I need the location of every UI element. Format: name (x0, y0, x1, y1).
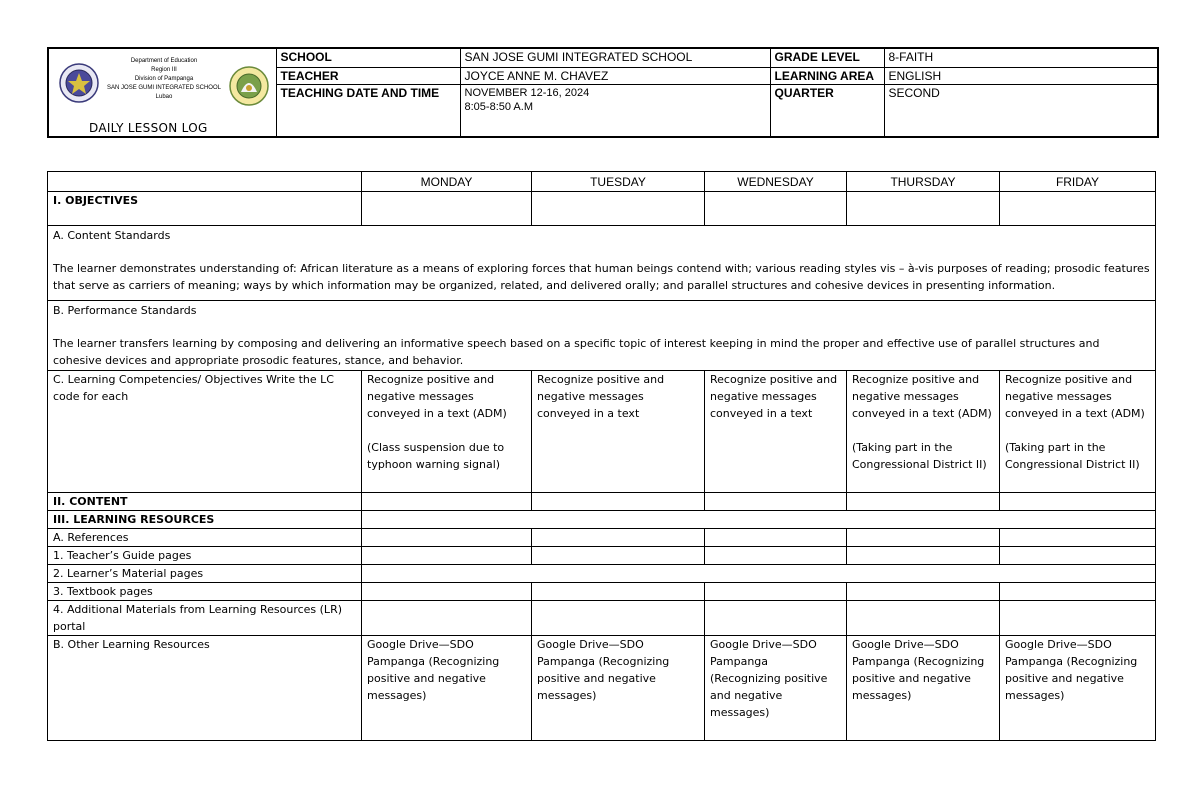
table-cell (532, 547, 705, 565)
grade-level-label: GRADE LEVEL (770, 48, 884, 67)
learning-area-value: ENGLISH (884, 67, 1158, 84)
other-resources-row (48, 636, 1156, 741)
learning-area-label: LEARNING AREA (770, 67, 884, 84)
day-header-monday: MONDAY (362, 172, 532, 192)
performance-standards-text: The learner transfers learning by composing and delivering an informative speech based on a specific topic of interest keeping in mind the proper and effective use of parallel structures and cohesive devices and appropriate prosodic features, stance, and behavior. (53, 337, 1100, 367)
table-cell (705, 547, 847, 565)
table-cell (362, 547, 532, 565)
other-resource-monday: Google Drive—SDO Pampanga (Recognizing positive and negative messages) (362, 636, 532, 741)
table-cell (532, 192, 705, 226)
references-row (48, 529, 1156, 547)
logo-cell (48, 48, 276, 137)
competency-cell-monday (362, 371, 532, 493)
teaching-date-label: TEACHING DATE AND TIME (276, 84, 460, 137)
learners-material-label: 2. Learner’s Material pages (48, 565, 362, 583)
table-cell (1000, 601, 1156, 636)
competency-text: Recognize positive and negative messages conveyed in a text (537, 373, 665, 420)
table-cell (532, 601, 705, 636)
table-cell (847, 192, 1000, 226)
table-cell (1000, 547, 1156, 565)
school-seal-icon (229, 66, 269, 106)
teacher-value: JOYCE ANNE M. CHAVEZ (460, 67, 770, 84)
teacher-label: TEACHER (276, 67, 460, 84)
content-row (48, 493, 1156, 511)
table-cell (705, 493, 847, 511)
table-cell (532, 493, 705, 511)
table-cell (362, 601, 532, 636)
region-text: Region III (151, 67, 177, 73)
school-value: SAN JOSE GUMI INTEGRATED SCHOOL (460, 48, 770, 67)
table-cell (362, 493, 532, 511)
learners-material-row (48, 565, 1156, 583)
department-text: Department of Education (130, 58, 198, 64)
table-cell (362, 192, 532, 226)
day-header-row (48, 172, 1156, 192)
learning-resources-heading: III. LEARNING RESOURCES (48, 511, 362, 529)
day-header-tuesday: TUESDAY (532, 172, 705, 192)
competency-cell-tuesday (532, 371, 705, 493)
table-cell (847, 529, 1000, 547)
table-cell (1000, 529, 1156, 547)
lesson-log-table (47, 171, 1156, 741)
content-heading: II. CONTENT (48, 493, 362, 511)
teaching-time-value: 8:05-8:50 A.M (464, 100, 533, 113)
objectives-heading: I. OBJECTIVES (48, 192, 362, 226)
table-cell (705, 192, 847, 226)
performance-standards-row (48, 301, 1156, 371)
table-cell (532, 529, 705, 547)
deped-seal-icon (59, 63, 99, 103)
table-cell (362, 511, 1156, 529)
table-cell (362, 565, 1156, 583)
table-cell (1000, 192, 1156, 226)
other-resource-friday: Google Drive—SDO Pampanga (Recognizing positive and negative messages) (1000, 636, 1156, 741)
header-table (47, 47, 1159, 138)
additional-materials-label: 4. Additional Materials from Learning Resources (LR) portal (48, 601, 362, 636)
references-label: A. References (48, 529, 362, 547)
other-resource-tuesday: Google Drive—SDO Pampanga (Recognizing positive and negative messages) (532, 636, 705, 741)
page-title: DAILY LESSON LOG (89, 121, 208, 135)
teachers-guide-row (48, 547, 1156, 565)
table-cell (1000, 493, 1156, 511)
table-cell (705, 529, 847, 547)
table-cell (532, 583, 705, 601)
competency-text: Recognize positive and negative messages conveyed in a text (ADM) (367, 373, 507, 420)
content-standards-label: A. Content Standards (53, 229, 171, 242)
competencies-label: C. Learning Competencies/ Objectives Write the LC code for each (48, 371, 362, 493)
textbook-row (48, 583, 1156, 601)
quarter-value: SECOND (884, 84, 1158, 137)
competency-cell-thursday (847, 371, 1000, 493)
competency-note: (Taking part in the Congressional District II) (1005, 441, 1140, 471)
competency-cell-wednesday (705, 371, 847, 493)
content-standards-text: The learner demonstrates understanding of: African literature as a means of exploring forces that human beings contend with; various reading styles vis – à-vis purposes of reading; prosodic features that serve as carriers of meaning; ways by which information may be organized, related, and delivered orally; and parallel structures and cohesive devices in presenting information. (53, 262, 1150, 292)
table-cell (847, 583, 1000, 601)
table-cell (362, 583, 532, 601)
school-name-text: SAN JOSE GUMI INTEGRATED SCHOOL (107, 85, 221, 91)
competency-text: Recognize positive and negative messages conveyed in a text (ADM) (852, 373, 992, 420)
content-standards-row (48, 226, 1156, 301)
teaching-date-value: NOVEMBER 12-16, 2024 (464, 86, 590, 99)
day-header-wednesday: WEDNESDAY (705, 172, 847, 192)
table-cell (847, 547, 1000, 565)
logo-text-block (101, 57, 227, 102)
corner-cell (48, 172, 362, 192)
additional-materials-row (48, 601, 1156, 636)
table-cell (705, 601, 847, 636)
competency-note: (Taking part in the Congressional District II) (852, 441, 987, 471)
town-text: Lubao (155, 94, 173, 100)
content-standards-cell (48, 226, 1156, 301)
day-header-thursday: THURSDAY (847, 172, 1000, 192)
competencies-row (48, 371, 1156, 493)
competency-text: Recognize positive and negative messages conveyed in a text (710, 373, 838, 420)
day-header-friday: FRIDAY (1000, 172, 1156, 192)
teachers-guide-label: 1. Teacher’s Guide pages (48, 547, 362, 565)
other-resource-thursday: Google Drive—SDO Pampanga (Recognizing positive and negative messages) (847, 636, 1000, 741)
teaching-date-cell (460, 84, 770, 137)
competency-text: Recognize positive and negative messages conveyed in a text (ADM) (1005, 373, 1145, 420)
table-cell (362, 529, 532, 547)
table-cell (705, 583, 847, 601)
competency-cell-friday (1000, 371, 1156, 493)
objectives-row (48, 192, 1156, 226)
table-cell (847, 493, 1000, 511)
performance-standards-label: B. Performance Standards (53, 304, 197, 317)
learning-resources-row (48, 511, 1156, 529)
performance-standards-cell (48, 301, 1156, 371)
other-resources-label: B. Other Learning Resources (48, 636, 362, 741)
table-cell (1000, 583, 1156, 601)
textbook-label: 3. Textbook pages (48, 583, 362, 601)
table-cell (847, 601, 1000, 636)
other-resource-wednesday: Google Drive—SDO Pampanga (Recognizing positive and negative messages) (705, 636, 847, 741)
competency-note: (Class suspension due to typhoon warning signal) (367, 441, 505, 471)
grade-level-value: 8-FAITH (884, 48, 1158, 67)
school-label: SCHOOL (276, 48, 460, 67)
division-text: Division of Pampanga (134, 76, 194, 82)
quarter-label: QUARTER (770, 84, 884, 137)
